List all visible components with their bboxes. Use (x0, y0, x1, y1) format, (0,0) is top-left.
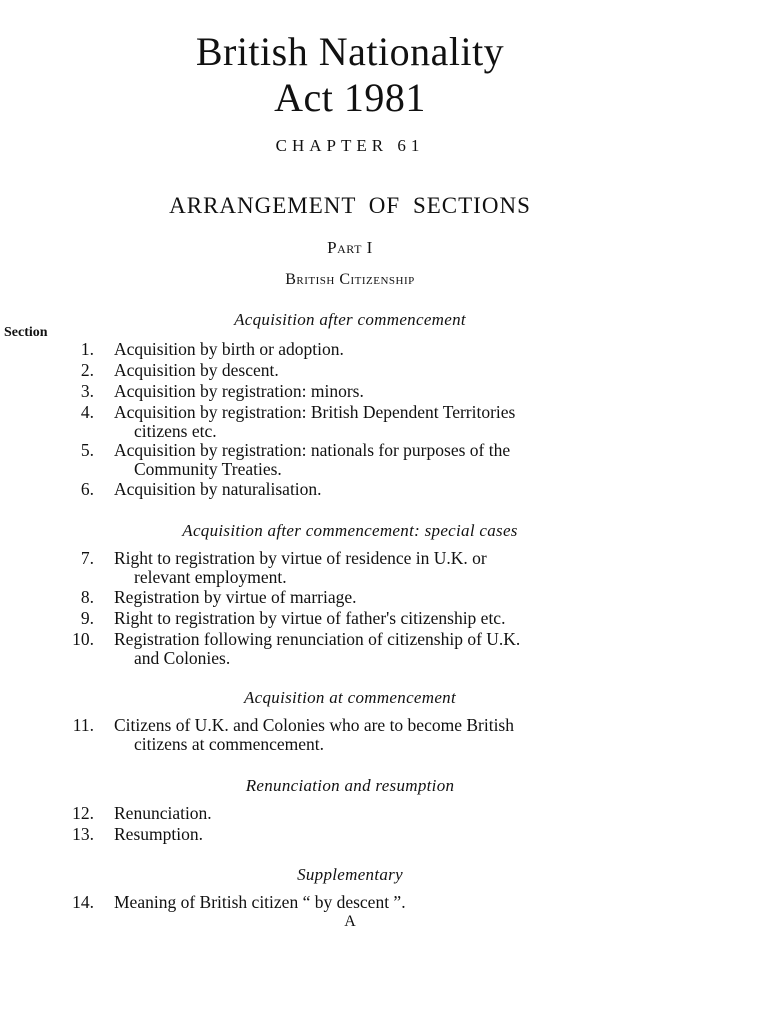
section-title-continuation: citizens etc. (134, 421, 217, 441)
section-title: Acquisition by registration: minors. (114, 381, 364, 401)
section-column-label: Section (4, 325, 48, 340)
section-title-continuation: and Colonies. (134, 648, 231, 668)
act-title-line1: British Nationality (195, 29, 505, 74)
section-title: Acquisition by registration: nationals for purposes of the (114, 440, 511, 460)
group-heading: Acquisition at commencement (243, 688, 457, 707)
section-title: Resumption. (114, 824, 203, 844)
section-number: 13. (72, 824, 94, 844)
section-number: 1. (80, 339, 94, 359)
section-number: 10. (72, 629, 94, 649)
part-title: British Citizenship (285, 271, 415, 288)
section-number: 6. (80, 479, 94, 499)
section-title: Acquisition by registration: British Dependent Territories (114, 402, 516, 422)
part-label: Part I (327, 238, 373, 257)
section-number: 11. (72, 715, 94, 735)
section-title-wrap (114, 403, 654, 441)
section-title: Acquisition by naturalisation. (114, 479, 322, 499)
section-title-wrap (114, 716, 654, 754)
act-title-line2: Act 1981 (274, 75, 426, 120)
arrangement-heading: ARRANGEMENT OF SECTIONS (169, 193, 531, 218)
group-heading: Supplementary (297, 865, 403, 884)
section-number: 12. (72, 803, 94, 823)
section-title: Citizens of U.K. and Colonies who are to become British (114, 715, 514, 735)
section-title: Right to registration by virtue of residence in U.K. or (114, 548, 487, 568)
section-title: Acquisition by birth or adoption. (114, 339, 344, 359)
section-title-continuation: Community Treaties. (134, 459, 282, 479)
group-heading: Renunciation and resumption (245, 776, 455, 795)
section-title-continuation: relevant employment. (134, 567, 287, 587)
section-title: Meaning of British citizen “ by descent ”. (114, 892, 406, 912)
section-number: 3. (80, 381, 94, 401)
section-number: 14. (72, 892, 94, 912)
signature-mark: A (344, 913, 356, 930)
section-number: 7. (80, 548, 94, 568)
section-title: Registration following renunciation of citizenship of U.K. (114, 629, 521, 649)
section-number: 4. (80, 402, 94, 422)
section-title: Registration by virtue of marriage. (114, 587, 357, 607)
section-title: Renunciation. (114, 803, 212, 823)
section-number: 5. (80, 440, 94, 460)
section-title-continuation: citizens at commencement. (134, 734, 324, 754)
section-title: Acquisition by descent. (114, 360, 279, 380)
section-title: Right to registration by virtue of father's citizenship etc. (114, 608, 506, 628)
section-title-wrap (114, 441, 654, 479)
group-heading: Acquisition after commencement (234, 310, 466, 329)
section-number: 8. (80, 587, 94, 607)
chapter-number: CHAPTER 61 (275, 136, 425, 155)
group-heading: Acquisition after commencement: special cases (182, 521, 518, 540)
section-number: 2. (80, 360, 94, 380)
section-number: 9. (80, 608, 94, 628)
section-title-wrap (114, 630, 654, 668)
section-title-wrap (114, 549, 654, 587)
